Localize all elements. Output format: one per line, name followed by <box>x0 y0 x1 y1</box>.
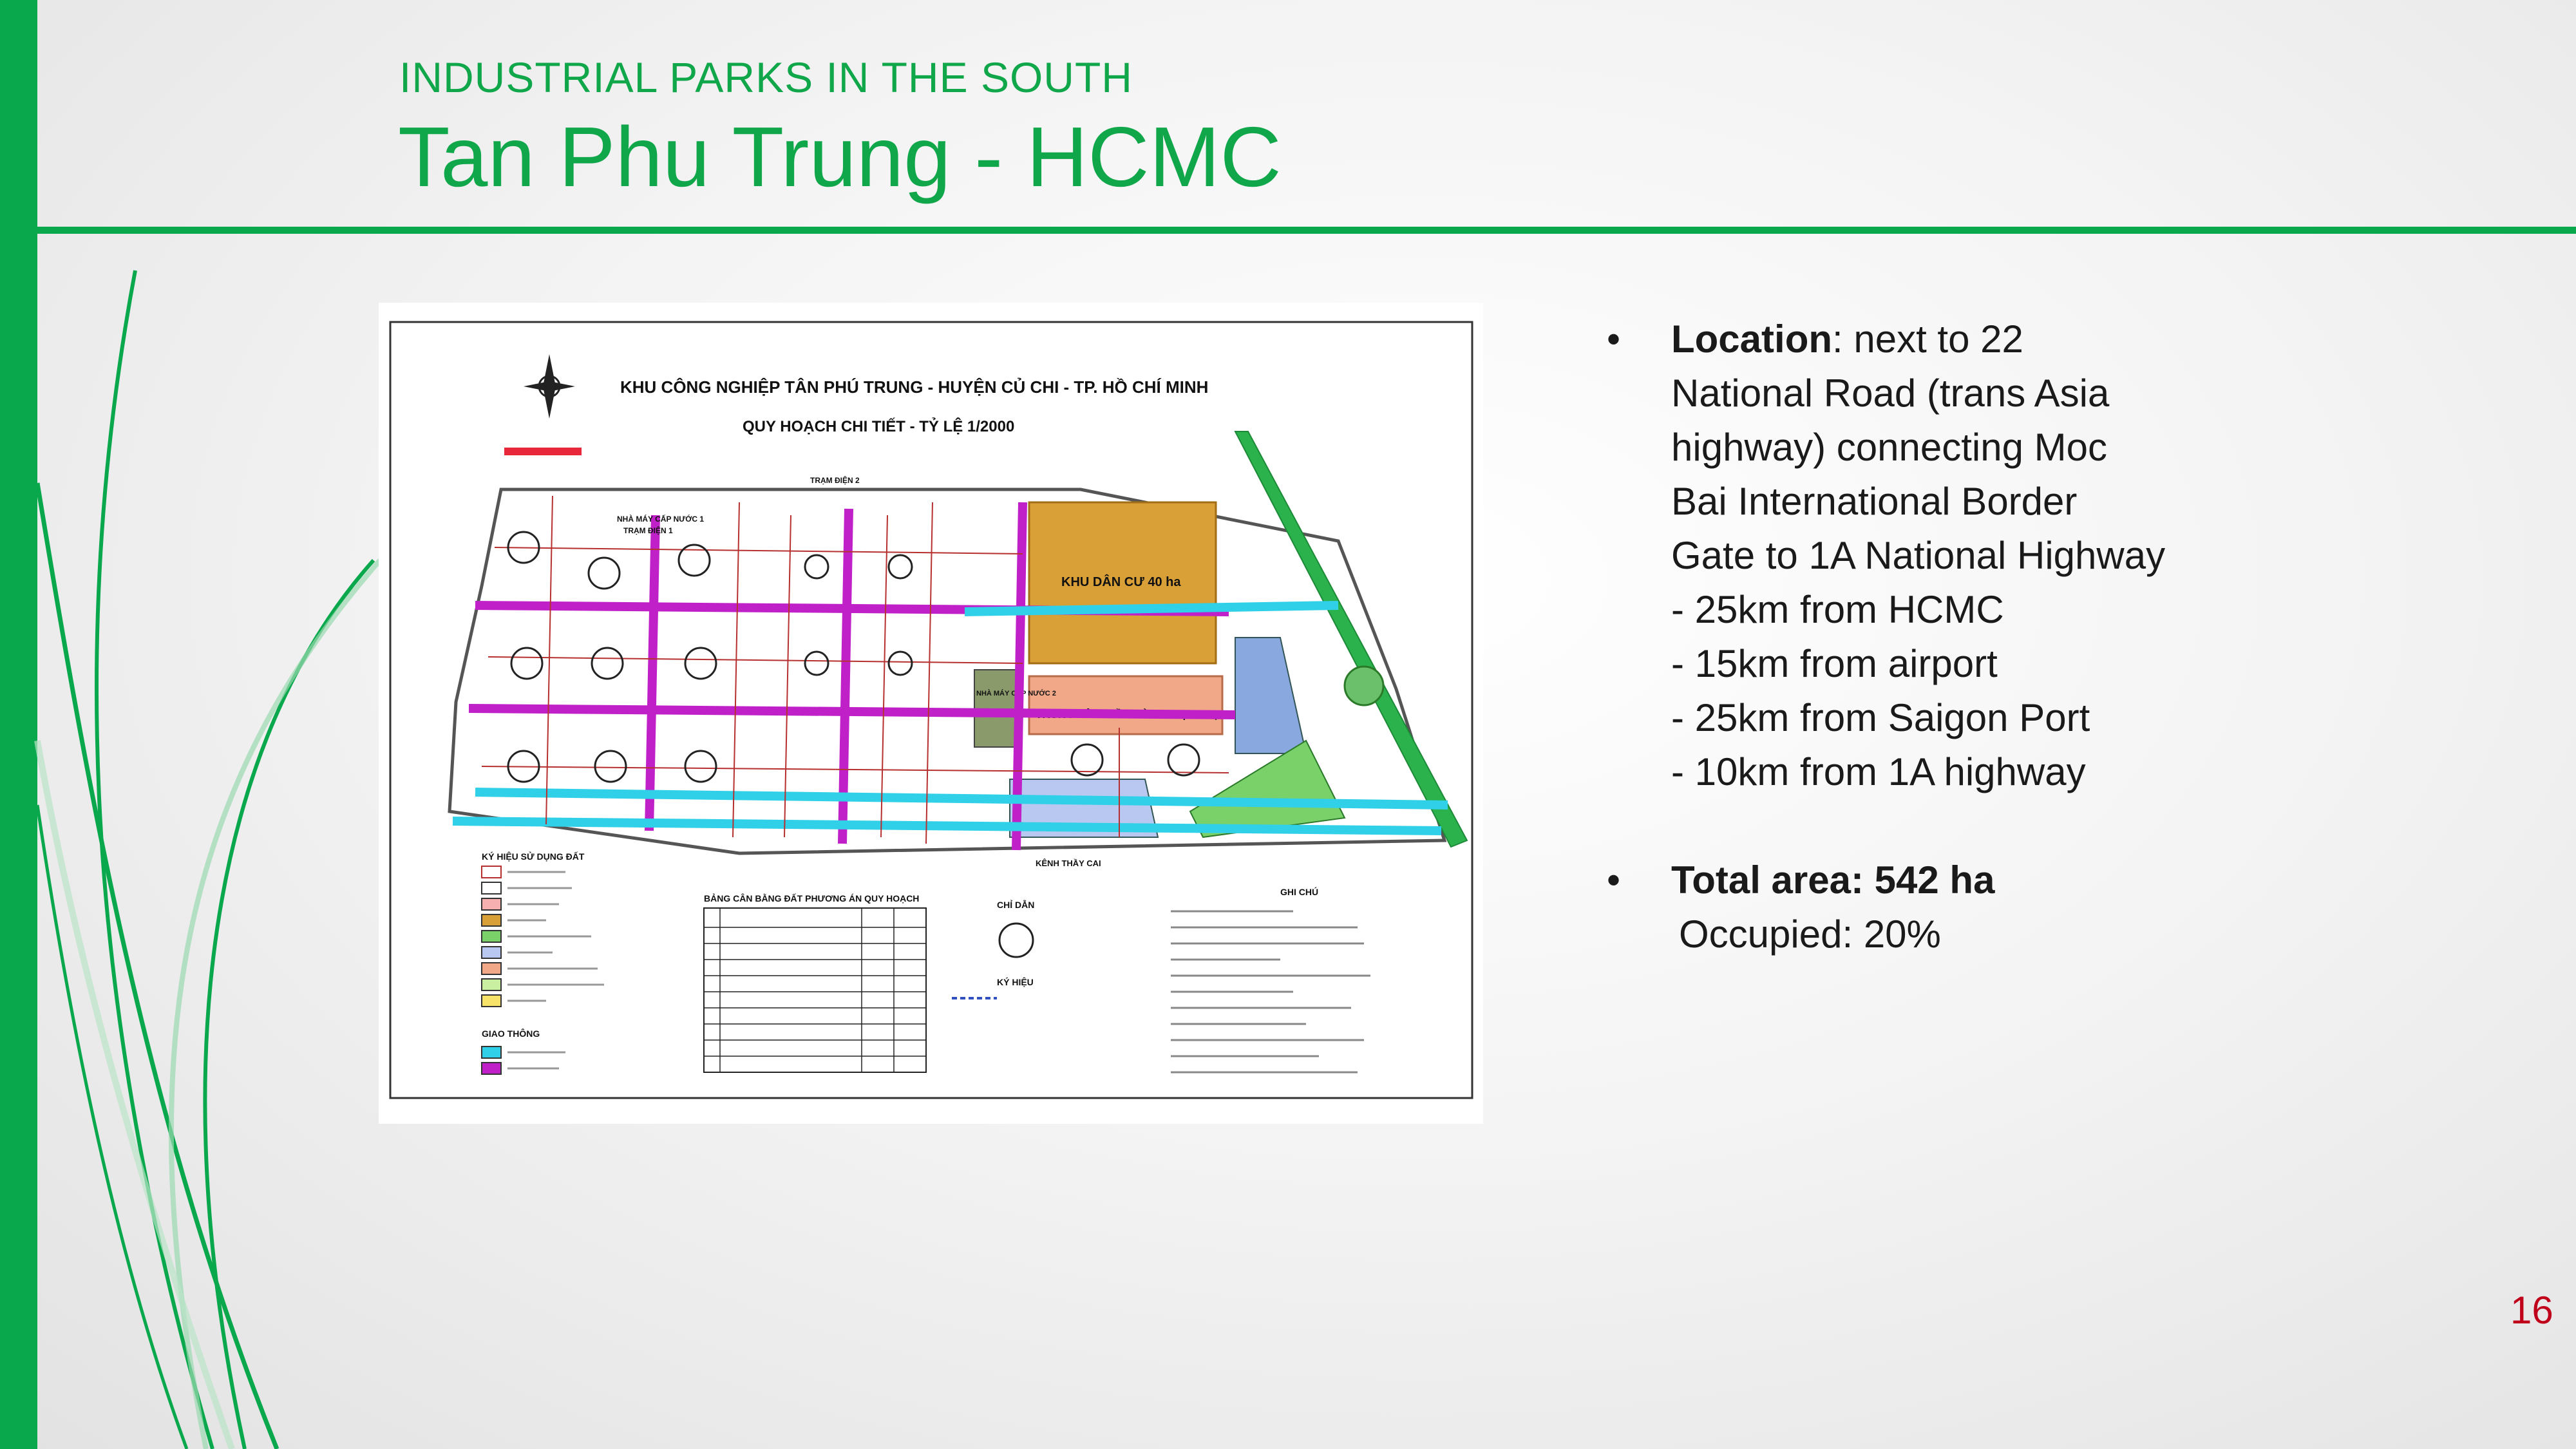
distance-saigon-port: - 25km from Saigon Port <box>1671 696 2090 739</box>
substation-1-label: TRẠM ĐIỆN 1 <box>623 526 673 535</box>
distance-hcmc: - 25km from HCMC <box>1671 588 2004 631</box>
location-text: National Road (trans Asia <box>1671 372 2110 415</box>
legend-traffic-title: GIAO THÔNG <box>482 1028 540 1039</box>
info-bullet-list <box>1607 312 2541 961</box>
notes2-title: GHI CHÚ <box>1280 887 1319 897</box>
total-area-label: Total area: 542 ha <box>1671 858 1995 902</box>
service-center-zone <box>1029 676 1222 734</box>
symbol-title: KÝ HIỆU <box>997 977 1034 987</box>
bullet-dot: • <box>1607 858 1621 902</box>
bullet-dot: • <box>1607 317 1621 361</box>
bullet-total-area <box>1607 853 2541 961</box>
slide-title: Tan Phu Trung - HCMC <box>398 109 1282 204</box>
land-balance-table <box>704 908 926 1072</box>
site-plan-map <box>379 303 1483 1124</box>
slide-subtitle: INDUSTRIAL PARKS IN THE SOUTH <box>399 53 1133 101</box>
water-plant-1-label: NHÀ MÁY CẤP NƯỚC 1 <box>617 515 705 524</box>
location-text: Gate to 1A National Highway <box>1671 534 2166 577</box>
occupied-text: Occupied: 20% <box>1679 913 1941 956</box>
residential-label: KHU DÂN CƯ 40 ha <box>1061 575 1181 589</box>
canal-label: KÊNH THẦY CAI <box>1036 858 1101 868</box>
location-text: highway) connecting Moc <box>1671 426 2108 469</box>
location-label: Location <box>1671 317 1832 361</box>
map-title: KHU CÔNG NGHIỆP TÂN PHÚ TRUNG - HUYỆN CỦ CHI - TP. HỒ CHÍ MINH <box>620 377 1209 397</box>
location-text: Bai International Border <box>1671 480 2078 523</box>
legend-title: KÝ HIỆU SỬ DỤNG ĐẤT <box>482 851 585 862</box>
service-center-label: TRUNG TÂM ĐIỀU HÀNH - DỊCH VỤ <box>1036 708 1220 721</box>
header-divider <box>37 227 2576 234</box>
roundabout <box>1345 667 1383 705</box>
page-number: 16 <box>2510 1289 2553 1332</box>
distance-1a-highway: - 10km from 1A highway <box>1671 750 2086 793</box>
table-title: BẢNG CÂN BẰNG ĐẤT PHƯƠNG ÁN QUY HOẠCH <box>704 893 920 904</box>
distance-airport: - 15km from airport <box>1671 642 1998 685</box>
location-text: : next to 22 <box>1832 317 2023 361</box>
bullet-location <box>1607 312 2541 799</box>
water-plant-2-label: NHÀ MÁY CẤP NƯỚC 2 <box>976 690 1056 697</box>
substation-2-label: TRẠM ĐIỆN 2 <box>810 476 860 485</box>
notes-title: CHỈ DẪN <box>997 900 1035 910</box>
map-subtitle: QUY HOẠCH CHI TIẾT - TỶ LỆ 1/2000 <box>743 418 1015 435</box>
